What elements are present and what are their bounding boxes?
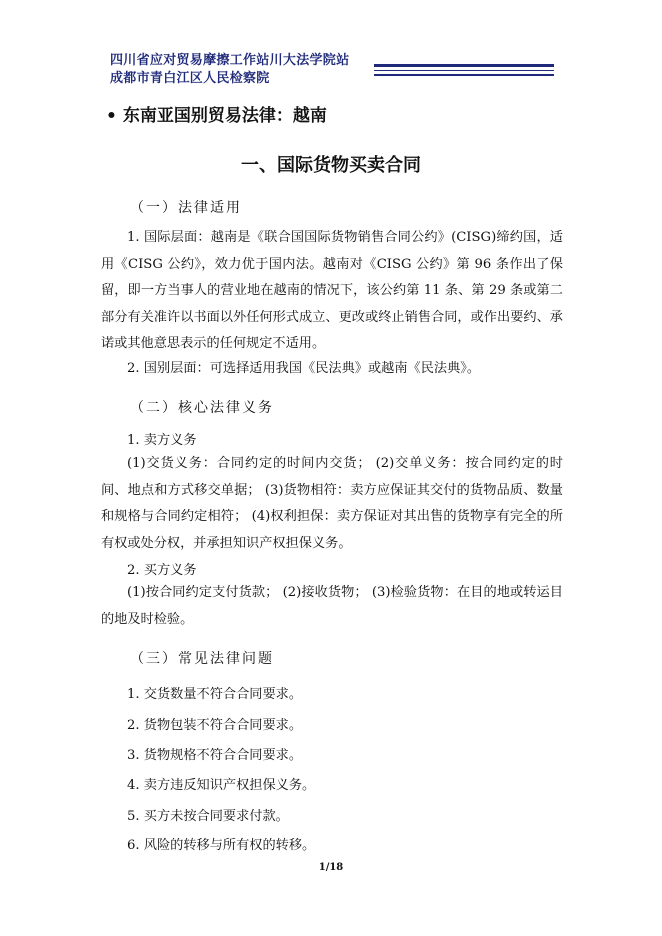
paragraph-international: 1. 国际层面：越南是《联合国国际货物销售合同公约》(CISG)缔约国，适用《CISG 公约》，效力优于国内法。越南对《CISG 公约》第 96 条作出了保留，即一方当事人的营业地在越南的情况下，该公约第 11 条、第 29 条或第二部分有关准许以书面以外任何形式成立、更改或终止销售合同，或作出要约、承诺或其他意思表示的任何规定不适用。	[101, 230, 563, 351]
header-rule-thin	[374, 70, 554, 71]
page-header	[110, 52, 349, 88]
paragraph-national: 2. 国别层面：可选择适用我国《民法典》或越南《民法典》。	[127, 361, 481, 376]
subsection-heading-2: （二）核心法律义务	[130, 400, 274, 416]
list-item: 2. 货物包装不符合合同要求。	[127, 718, 303, 733]
section-title: 一、国际货物买卖合同	[241, 155, 421, 176]
list-item: 3. 货物规格不符合合同要求。	[127, 748, 303, 763]
seller-obligations-text: (1)交货义务：合同约定的时间内交货； (2)交单义务：按合同约定的时间、地点和方式移交单据； (3)货物相符：卖方应保证其交付的货物品质、数量和规格与合同约定相符； (4)权利担保：卖方保证对其出售的货物享有完全的所有权或处分权，并承担知识产权担保义务。	[101, 456, 563, 551]
bullet-title	[106, 101, 327, 126]
list-item: 6. 风险的转移与所有权的转移。	[127, 838, 316, 853]
header-rule-thick	[374, 64, 554, 67]
list-item: 4. 卖方违反知识产权担保义务。	[127, 778, 316, 793]
list-item: 1. 交货数量不符合合同要求。	[127, 687, 303, 702]
page-number: 1/18	[318, 862, 344, 873]
subsection-heading-1: （一）法律适用	[130, 200, 242, 216]
header-org-line1: 四川省应对贸易摩擦工作站川大法学院站	[110, 53, 350, 68]
buyer-obligations-text: (1)按合同约定支付货款； (2)接收货物； (3)检验货物：在目的地或转运目的地及时检验。	[101, 585, 563, 627]
subsection-heading-3: （三）常见法律问题	[130, 651, 274, 667]
header-rule-bottom	[374, 74, 554, 76]
list-item: 5. 买方未按合同要求付款。	[127, 809, 289, 824]
buyer-obligations-title: 2. 买方义务	[127, 563, 197, 578]
header-org-line2: 成都市青白江区人民检察院	[110, 71, 270, 86]
bullet-dot-icon: •	[106, 106, 117, 126]
bullet-title-text: 东南亚国别贸易法律：越南	[122, 106, 327, 126]
seller-obligations-title: 1. 卖方义务	[127, 433, 197, 448]
